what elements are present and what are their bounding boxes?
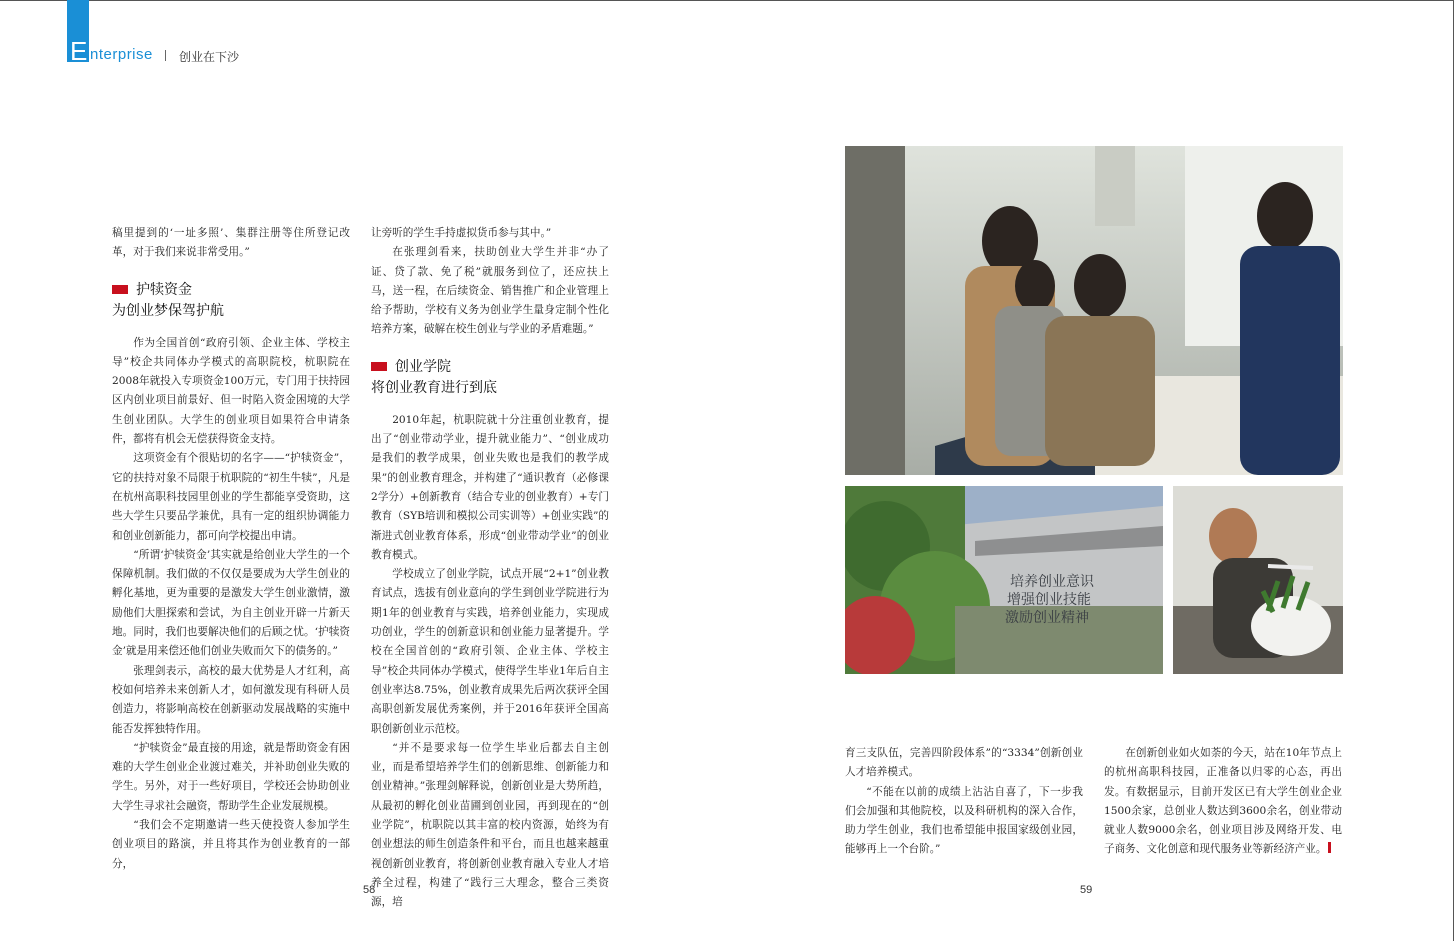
section-title: nterprise	[90, 46, 153, 63]
end-mark-icon	[1328, 842, 1331, 853]
paragraph: 张理剑表示，高校的最大优势是人才红利，高校如何培养未来创新人才，如何激发现有科研人员创造力，将影响高校在创新驱动发展战略的实施中能否发挥独特作用。	[112, 664, 350, 735]
page-number-right: 59	[1080, 884, 1093, 896]
paragraph: 这项资金有个很贴切的名字——“护犊资金”，它的扶持对象不局限于杭职院的“初生牛犊”，凡是在杭州高职科技园里创业的学生都能享受资助，这些大学生只要品学兼优，具有一定的组织协调能力和创业创新能力，都可向学校提出申请。	[112, 452, 350, 542]
paragraph: 作为全国首创“政府引领、企业主体、学校主导”校企共同体办学模式的高职院校，杭职院在2008年就投入专项资金100万元，专门用于扶持园区内创业项目前景好、但一时陷入资金困境的大学生创业团队。大学生的创业项目如果符合申请条件，都将有机会无偿获得资金支持。	[112, 336, 350, 446]
photo-campus-building-slogan	[845, 486, 1163, 674]
paragraph-text: 在创新创业如火如荼的今天，站在10年节点上的杭州高职科技园，正准备以归零的心态，再出发。有数据显示，目前开发区已有大学生创业企业1500余家，总创业人数达到3600余名，创业带动就业人数9000余名，创业项目涉及网络开发、电子商务、文化创意和现代服务业等新经济产业。	[1104, 747, 1342, 856]
slogan-line-3: 激励创业精神	[1005, 610, 1089, 626]
paragraph: “不能在以前的成绩上沾沾自喜了，下一步我们会加强和其他院校，以及科研机构的深入合作，助力学生创业，我们也希望能申报国家级创业园，能够再上一个台阶。”	[845, 785, 1083, 856]
paragraph: “并不是要求每一位学生毕业后都去自主创业，而是希望培养学生们的创新思维、创新能力和创业精神。”张理剑解释说，创新创业是大势所趋，从最初的孵化创业苗圃到创业园，再到现在的“创业学院”，杭职院以其丰富的校内资源，始终为有创业想法的师生创造条件和平台，而且也越来越重视创新创业教育，将创新创业教育融入专业人才培养全过程，构建了“践行三大理念，整合三类资源，培	[371, 741, 609, 909]
page-number-left: 58	[363, 884, 376, 896]
subheading-subtitle: 将创业教育进行到底	[371, 379, 497, 396]
paragraph: 育三支队伍，完善四阶段体系”的“3334”创新创业人才培养模式。	[845, 747, 1083, 779]
red-bullet-icon	[371, 362, 387, 371]
slogan-line-1: 培养创业意识	[1010, 574, 1094, 590]
paragraph: 稿里提到的‘一址多照’、集群注册等住所登记改革，对于我们来说非常受用。”	[112, 227, 350, 259]
subheading-title: 创业学院	[395, 358, 451, 375]
left-column-1	[112, 224, 350, 874]
slogan-line-2: 增强创业技能	[1007, 592, 1091, 608]
subheading	[112, 280, 350, 322]
photo-man-with-plant	[1173, 486, 1343, 674]
paragraph: “我们会不定期邀请一些天使投资人参加学生创业项目的路演，并且将其作为创业教育的一部分，	[112, 819, 350, 870]
right-column-2	[1104, 744, 1342, 860]
left-column-2	[371, 224, 609, 913]
subheading	[371, 357, 609, 399]
paragraph	[1104, 744, 1342, 860]
photo-team-at-touchscreen	[845, 146, 1343, 475]
section-tab-letter: E	[70, 36, 88, 66]
section-separator	[165, 50, 166, 61]
paragraph: 让旁听的学生手持虚拟货币参与其中。”	[371, 227, 552, 239]
red-bullet-icon	[112, 285, 128, 294]
subheading-subtitle: 为创业梦保驾护航	[112, 302, 224, 319]
paragraph: 2010年起，杭职院就十分注重创业教育，提出了“创业带动学业，提升就业能力”、“创业成功是我们的教学成果，创业失败也是我们的教学成果”的创业教育理念，并构建了“通识教育（必修课2学分）+创新教育（结合专业的创业教育）+专门教育（SYB培训和模拟公司实训等）+创业实践”的渐进式创业教育体系，形成“创业带动学业”的创业教育模式。	[371, 413, 609, 561]
paragraph: “护犊资金”最直接的用途，就是帮助资金有困难的大学生创业企业渡过难关，并补助创业失败的学生。另外，对于一些好项目，学校还会协助创业大学生寻求社会融资，帮助学生企业发展规模。	[112, 741, 350, 812]
top-border	[0, 0, 1454, 1]
paragraph: “所谓‘护犊资金’其实就是给创业大学生的一个保障机制。我们做的不仅仅是要成为大学生创业的孵化基地，更为重要的是激发大学生创业激情，激励他们大胆探索和尝试，为自主创业开辟一片新天地。同时，我们也要解决他们的后顾之忧。‘护犊资金’就是用来偿还他们创业失败而欠下的债务的。”	[112, 548, 350, 658]
paragraph: 在张理剑看来，扶助创业大学生并非“办了证、贷了款、免了税”就服务到位了，还应扶上马，送一程，在后续资金、销售推广和企业管理上给予帮助，学校有义务为创业学生量身定制个性化培养方案，破解在校生创业与学业的矛盾难题。”	[371, 246, 609, 336]
section-subtitle: 创业在下沙	[179, 50, 240, 64]
paragraph: 学校成立了创业学院，试点开展“2+1”创业教育试点，选拔有创业意向的学生到创业学院进行为期1年的创业教育与实践，培养创业能力，实现成功创业，学生的创新意识和创业能力显著提升。学校在全国首创的“政府引领、企业主体、学校主导”校企共同体办学模式，使得学生毕业1年后自主创业率达8.75%，创业教育成果先后两次获评全国高职创新发展优秀案例，并于2016年获评全国高职创新创业示范校。	[371, 568, 609, 735]
subheading-title: 护犊资金	[136, 281, 192, 298]
right-column-1	[845, 744, 1083, 860]
